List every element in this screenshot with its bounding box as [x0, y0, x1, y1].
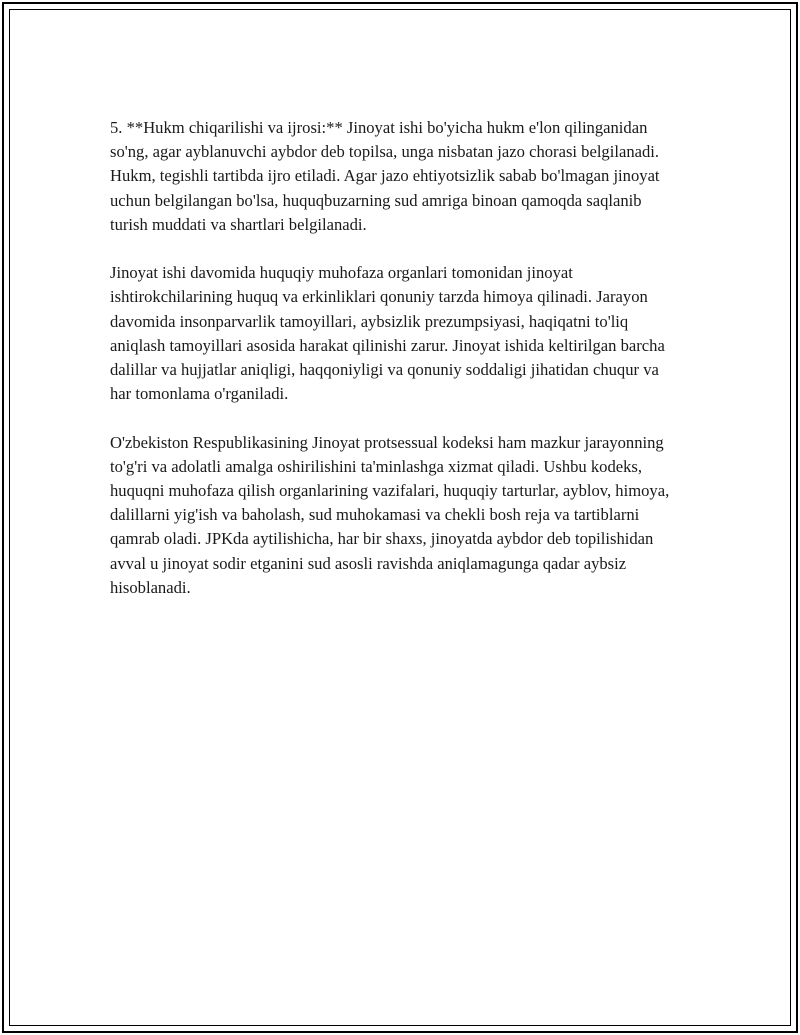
document-body [110, 116, 680, 624]
paragraph-verdict: 5. **Hukm chiqarilishi va ijrosi:** Jinoyat ishi bo'yicha hukm e'lon qilinganidan so'ng, agar ayblanuvchi aybdor deb topilsa, unga nisbatan jazo chorasi belgilanadi. Hukm, tegishli tartibda ijro etiladi. Agar jazo ehtiyotsizlik sabab bo'lmagan jinoyat uchun belgilangan bo'lsa, huquqbuzarning sud amriga binoan qamoqda saqlanib turish muddati va shartlari belgilanadi. [110, 118, 660, 234]
paragraph-rights-protection: Jinoyat ishi davomida huquqiy muhofaza organlari tomonidan jinoyat ishtirokchilarining huquq va erkinliklari qonuniy tarzda himoya qilinadi. Jarayon davomida insonparvarlik tamoyillari, aybsizlik prezumpsiyasi, haqiqatni to'liq aniqlash tamoyillari asosida harakat qilinishi zarur. Jinoyat ishida keltirilgan barcha dalillar va hujjatlar aniqligi, haqqoniyligi va qonuniy soddaligi jihatidan chuqur va har tomonlama o'rganiladi. [110, 263, 665, 404]
paragraph-criminal-procedure-code: O'zbekiston Respublikasining Jinoyat protsessual kodeksi ham mazkur jarayonning to'g'ri va adolatli amalga oshirilishini ta'minlashga xizmat qiladi. Ushbu kodeks, huquqni muhofaza qilish organlarining vazifalari, huquqiy tarturlar, ayblov, himoya, dalillarni yig'ish va baholash, sud muhokamasi va chekli bosh reja va tartiblarni qamrab oladi. JPKda aytilishicha, har bir shaxs, jinoyatda aybdor deb topilishidan avval u jinoyat sodir etganini sud asosli ravishda aniqlamagunga qadar aybsiz hisoblanadi. [110, 432, 670, 597]
